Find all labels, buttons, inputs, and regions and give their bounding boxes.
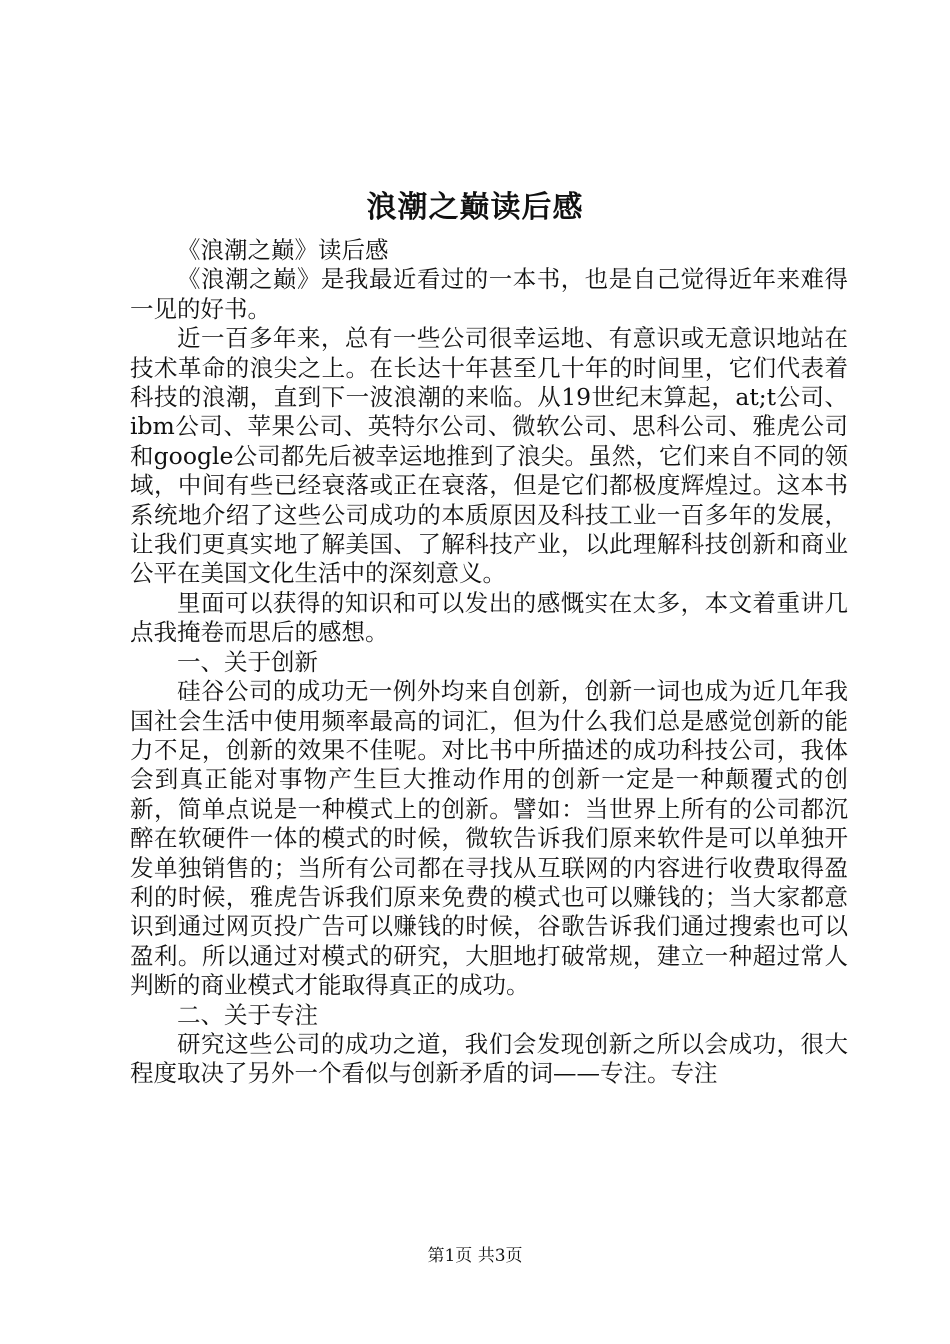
document-title: 浪潮之巅读后感 — [366, 190, 584, 225]
paragraph-intro: 《浪潮之巅》是我最近看过的一本书，也是自己觉得近年来难得一见的好书。 — [130, 265, 848, 323]
paragraph-subtitle: 《浪潮之巅》读后感 — [177, 236, 389, 264]
paragraph-history: 近一百多年来，总有一些公司很幸运地、有意识或无意识地站在技术革命的浪尖之上。在长达十年甚至几十年的时间里，它们代表着科技的浪潮，直到下一波浪潮的来临。从19世纪末算起，at;t公司、ibm公司、苹果公司、英特尔公司、微软公司、思科公司、雅虎公司和google公司都先后被幸运地推到了浪尖。虽然，它们来自不同的领域，中间有些已经衰落或正在衰落，但是它们都极度辉煌过。这本书系统地介绍了这些公司成功的本质原因及科技工业一百多年的发展，让我们更真实地了解美国、了解科技产业，以此理解科技创新和商业公平在美国文化生活中的深刻意义。 — [130, 324, 848, 588]
paragraph-innovation: 硅谷公司的成功无一例外均来自创新，创新一词也成为近几年我国社会生活中使用频率最高的词汇，但为什么我们总是感觉创新的能力不足，创新的效果不佳呢。对比书中所描述的成功科技公司，我体会到真正能对事物产生巨大推动作用的创新一定是一种颠覆式的创新，简单点说是一种模式上的创新。譬如：当世界上所有的公司都沉醉在软硬件一体的模式的时候，微软告诉我们原来软件是可以单独开发单独销售的；当所有公司都在寻找从互联网的内容进行收费取得盈利的时候，雅虎告诉我们原来免费的模式也可以赚钱的；当大家都意识到通过网页投广告可以赚钱的时候，谷歌告诉我们通过搜索也可以盈利。所以通过对模式的研究，大胆地打破常规，建立一种超过常人判断的商业模式才能取得真正的成功。 — [130, 677, 848, 1000]
section-heading-innovation: 一、关于创新 — [177, 647, 318, 676]
paragraph-focus: 研究这些公司的成功之道，我们会发现创新之所以会成功，很大程度取决了另外一个看似与创新矛盾的词——专注。专注 — [130, 1029, 848, 1088]
page-number-footer: 第1页 共3页 — [427, 1246, 523, 1266]
section-heading-focus: 二、关于专注 — [177, 1000, 318, 1029]
document-body — [130, 236, 848, 1089]
paragraph-thoughts: 里面可以获得的知识和可以发出的感慨实在太多，本文着重讲几点我掩卷而思后的感想。 — [130, 588, 848, 647]
